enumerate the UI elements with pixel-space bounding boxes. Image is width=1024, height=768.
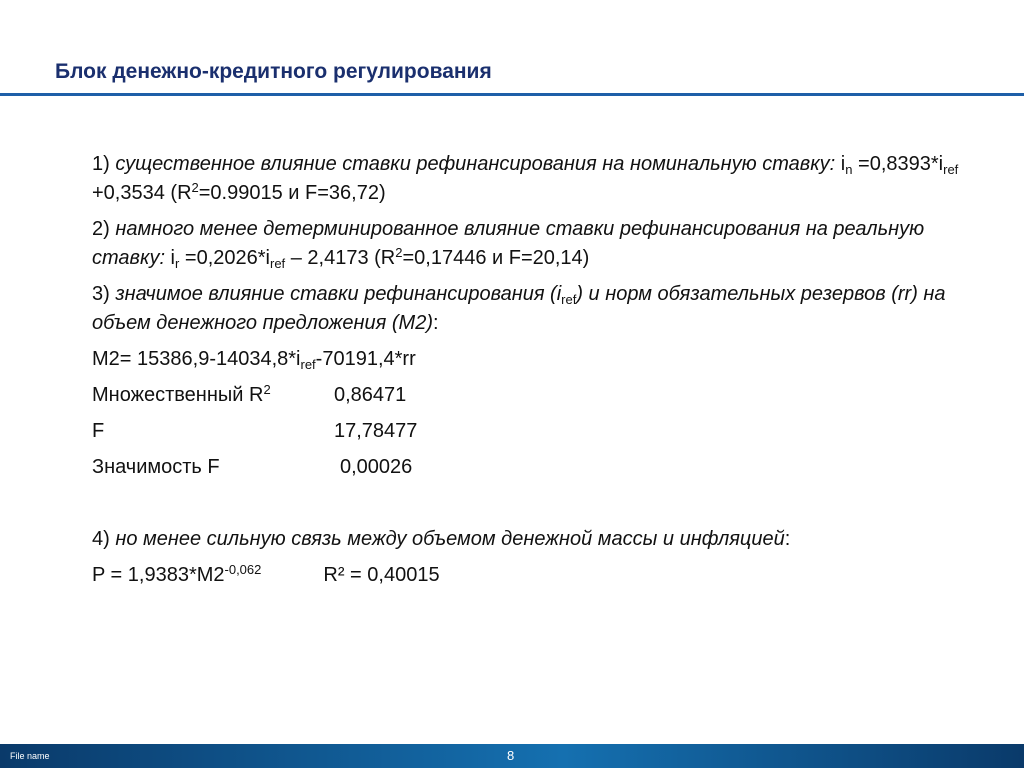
stat-significance-label: Значимость F [92, 456, 220, 478]
price-equation-a: P = 1,9383*M2 [92, 564, 225, 586]
price-equation-sup: -0,062 [224, 562, 262, 577]
item-1-eq-a: =0,8393*i [852, 153, 944, 175]
m2-equation-a: М2= 15386,9-14034,8*i [92, 348, 301, 370]
item-2-eq-b: – 2,4173 (R [285, 247, 396, 269]
item-1-sub-ref: ref [943, 162, 959, 177]
stat-row-f [92, 417, 972, 446]
item-3-number: 3) [92, 283, 116, 305]
price-equation [92, 561, 972, 590]
stat-f-label: F [92, 420, 105, 442]
item-4-text: но менее сильную связь между объемом денежной массы и инфляцией [115, 528, 785, 550]
item-2-eq-a: =0,2026*i [179, 247, 270, 269]
slide-body [92, 150, 972, 597]
item-4-colon: : [784, 528, 791, 550]
spacer [92, 489, 972, 525]
stat-f-value: 17,78477 [334, 420, 418, 442]
item-4-number: 4) [92, 528, 116, 550]
item-2-sup: 2 [395, 245, 403, 260]
item-4 [92, 525, 972, 554]
stat-row-significance [92, 453, 972, 482]
stat-r2-label: Множественный R [92, 384, 264, 406]
stat-r2-sup: 2 [263, 382, 271, 397]
item-2-sub-ref: ref [269, 256, 286, 271]
item-3-colon: : [433, 312, 439, 334]
item-2-number: 2) [92, 218, 116, 240]
stat-significance-value: 0,00026 [340, 456, 413, 478]
item-2-text: намного менее детерминированное влияние ставки рефинансирования на реальную ставку: [92, 218, 925, 269]
footer-file-name: File name [10, 751, 50, 761]
title-divider [0, 93, 1024, 96]
item-3-text-a: значимое влияние ставки рефинансирования (i [115, 283, 562, 305]
slide-title: Блок денежно-кредитного регулирования [55, 60, 492, 83]
stat-label [92, 381, 334, 410]
item-1 [92, 150, 972, 208]
item-2-eq-c: =0,17446 и F=20,14) [402, 247, 590, 269]
footer-page-number: 8 [507, 748, 515, 763]
stat-row-r2 [92, 381, 972, 410]
footer-bar [0, 744, 1024, 768]
item-1-eq-c: =0.99015 и F=36,72) [198, 182, 386, 204]
item-3-text-b: ) и норм обязательных резервов (rr) на объем денежного предложения (М2) [92, 283, 946, 334]
item-3-sub-ref: ref [561, 292, 577, 307]
stat-r2-value: 0,86471 [334, 384, 407, 406]
m2-sub-ref: ref [300, 357, 316, 372]
m2-equation [92, 345, 972, 374]
item-1-sup: 2 [191, 180, 199, 195]
price-equation-r2: R² = 0,40015 [323, 564, 440, 586]
item-2 [92, 215, 972, 273]
item-1-number: 1) [92, 153, 116, 175]
item-1-eq-b: +0,3534 (R [92, 182, 192, 204]
item-1-text: существенное влияние ставки рефинансирования на номинальную ставку: [115, 153, 836, 175]
item-1-sub-n: n [845, 162, 853, 177]
item-2-i: i [165, 247, 175, 269]
item-1-i: i [835, 153, 846, 175]
m2-equation-b: -70191,4*rr [315, 348, 416, 370]
item-3 [92, 280, 972, 338]
item-2-sub-r: r [175, 256, 180, 271]
